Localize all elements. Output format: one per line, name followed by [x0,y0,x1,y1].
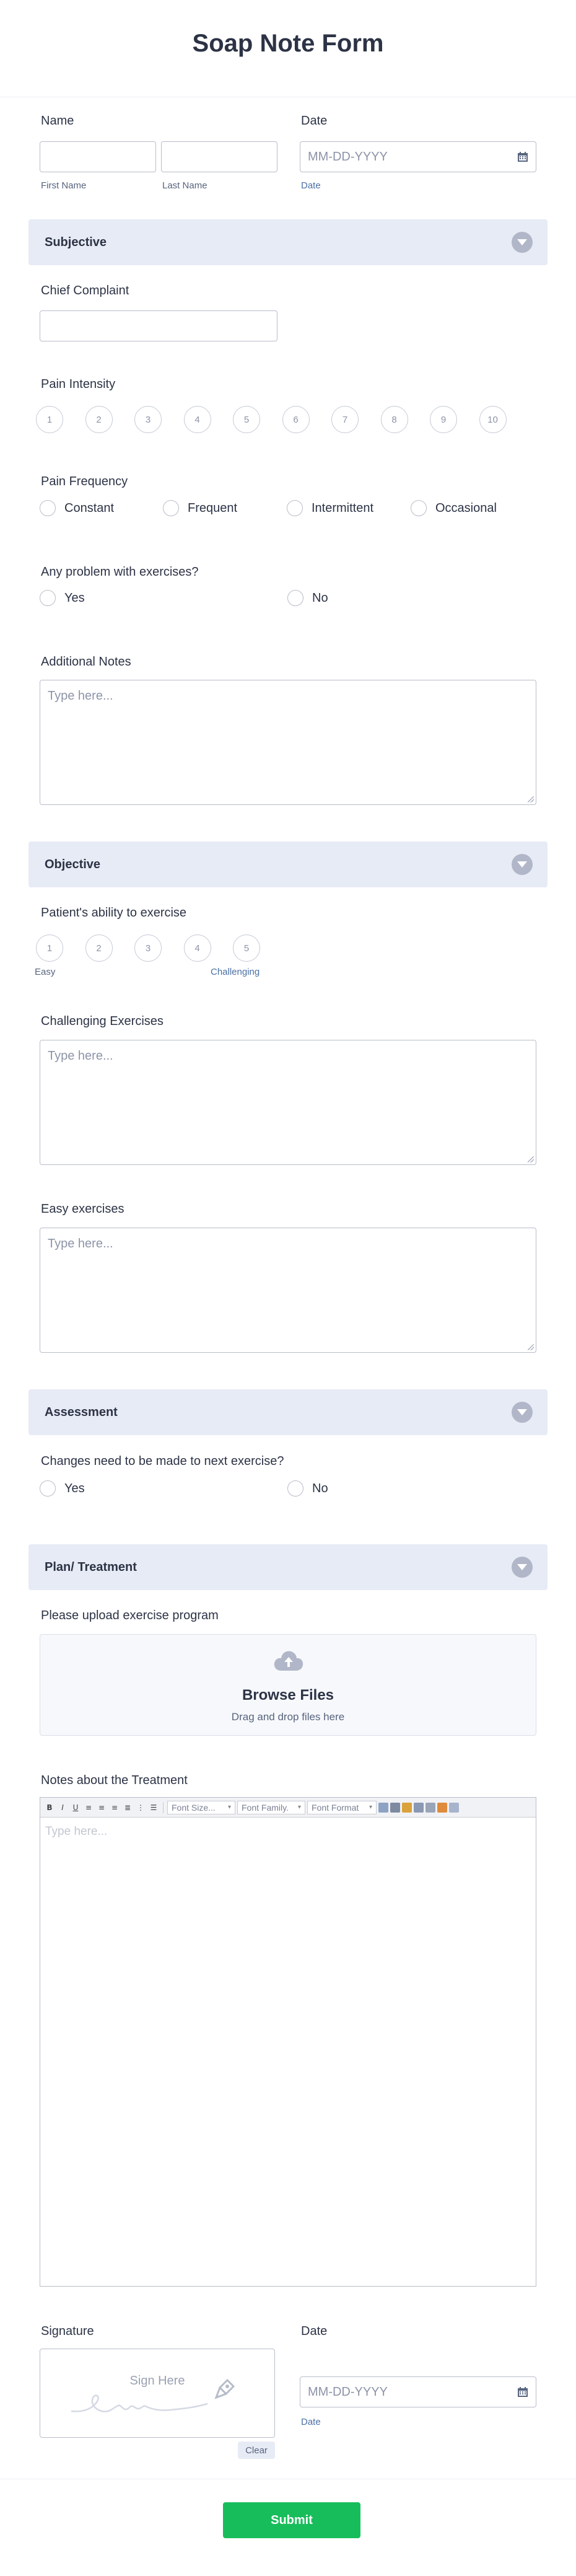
chevron-down-icon: ▾ [227,1804,231,1811]
editor-placeholder: Type here... [45,1825,108,1838]
submit-button[interactable]: Submit [223,2502,360,2538]
signature-decoration-icon [65,2374,251,2424]
calendar-icon[interactable] [517,2386,528,2398]
align-justify-icon[interactable]: ≣ [124,1803,131,1812]
pain-intensity-option[interactable]: 3 [134,406,162,433]
pain-frequency-label: Pain Frequency [41,475,128,488]
easy-exercises-textarea[interactable] [40,1228,536,1353]
signature-date-label: Date [301,2324,328,2338]
pain-intensity-option[interactable]: 9 [430,406,457,433]
radio-circle[interactable] [287,1480,303,1497]
signature-date-input[interactable] [300,2376,536,2407]
textarea-placeholder: Type here... [48,689,113,703]
pain-intensity-option[interactable]: 7 [331,406,359,433]
radio-circle[interactable] [411,500,427,516]
ability-option[interactable]: 3 [134,934,162,962]
resize-handle[interactable] [528,1344,534,1350]
easy-exercises-label: Easy exercises [41,1202,124,1216]
font-size-value: Font Size... [172,1802,216,1813]
link-icon[interactable] [414,1803,424,1813]
exercise-problem-no[interactable] [287,590,328,606]
font-family-value: Font Family. [242,1802,289,1813]
textarea-placeholder: Type here... [48,1237,113,1251]
name-label: Name [41,114,74,128]
toolbar-separator [163,1802,164,1813]
challenging-exercises-textarea[interactable] [40,1040,536,1165]
bullet-list-icon[interactable]: ☰ [150,1803,157,1812]
chevron-down-icon: ▾ [297,1804,301,1811]
unlink-icon[interactable] [425,1803,435,1813]
font-format-select[interactable] [307,1801,377,1814]
chief-complaint-label: Chief Complaint [41,284,129,297]
option-label: No [312,591,328,605]
upload-label: Please upload exercise program [41,1609,219,1622]
pain-intensity-label: Pain Intensity [41,377,116,391]
browse-files-title[interactable]: Browse Files [242,1687,334,1703]
underline-icon[interactable]: U [72,1803,79,1812]
pain-frequency-option[interactable] [411,500,497,516]
exercise-problem-label: Any problem with exercises? [41,565,199,579]
section-plan-treatment[interactable] [28,1544,548,1590]
changes-no[interactable] [287,1480,328,1497]
chief-complaint-input[interactable] [40,310,277,341]
date-input[interactable] [300,141,536,172]
last-name-input[interactable] [161,141,277,172]
ability-label: Patient's ability to exercise [41,906,187,920]
highlight-icon[interactable] [402,1803,412,1813]
radio-circle[interactable] [163,500,179,516]
numbered-list-icon[interactable]: ⋮ [137,1803,144,1812]
collapse-assessment-icon[interactable] [512,1402,533,1423]
option-label: Yes [64,591,85,605]
file-upload-dropzone[interactable] [40,1634,536,1736]
option-label: No [312,1481,328,1495]
image-icon[interactable] [437,1803,447,1813]
text-color-icon[interactable] [378,1803,388,1813]
textarea-placeholder: Type here... [48,1049,113,1063]
exercise-problem-yes[interactable] [40,590,85,606]
ability-option[interactable]: 4 [184,934,211,962]
form-title: Soap Note Form [192,30,384,57]
italic-icon[interactable]: I [61,1803,64,1812]
pain-frequency-option[interactable] [163,500,237,516]
date-sublabel: Date [301,180,321,191]
editor-toolbar [40,1798,536,1818]
pain-intensity-option[interactable]: 8 [381,406,408,433]
last-name-sublabel: Last Name [162,180,207,191]
option-label: Occasional [435,501,497,515]
pain-intensity-option[interactable]: 1 [36,406,63,433]
date-placeholder: MM-DD-YYYY [308,2385,388,2399]
sign-here-text: Sign Here [129,2374,185,2388]
option-label: Frequent [188,501,238,515]
pain-intensity-option[interactable]: 5 [233,406,260,433]
option-label: Yes [64,1481,85,1495]
radio-circle[interactable] [287,590,303,606]
section-subjective-title: Subjective [45,235,107,249]
pain-intensity-option[interactable]: 6 [282,406,310,433]
pain-intensity-option[interactable]: 4 [184,406,211,433]
align-left-icon[interactable]: ≡ [85,1803,92,1812]
calendar-icon[interactable] [517,151,528,162]
signature-label: Signature [41,2324,94,2338]
html-source-icon[interactable] [449,1803,459,1813]
clear-signature-button[interactable]: Clear [238,2442,275,2459]
radio-circle[interactable] [40,500,56,516]
additional-notes-textarea[interactable] [40,680,536,805]
ability-min-label: Easy [35,967,56,977]
option-label: Constant [64,501,115,515]
pain-intensity-option[interactable]: 10 [479,406,507,433]
rich-text-editor[interactable] [40,1797,536,2287]
bold-icon[interactable]: B [46,1803,53,1812]
collapse-objective-icon[interactable] [512,854,533,875]
align-center-icon[interactable]: ≡ [98,1803,105,1812]
font-format-value: Font Format [312,1802,359,1813]
pain-frequency-option[interactable] [40,500,114,516]
resize-handle[interactable] [528,796,534,802]
section-assessment-title: Assessment [45,1405,118,1419]
section-subjective[interactable] [28,219,548,265]
font-size-select[interactable] [167,1801,235,1814]
changes-label: Changes need to be made to next exercise? [41,1454,284,1468]
radio-circle[interactable] [40,1480,56,1497]
radio-circle[interactable] [287,500,303,516]
chevron-down-icon: ▾ [369,1804,372,1811]
pain-intensity-option[interactable]: 2 [85,406,113,433]
collapse-subjective-icon[interactable] [512,232,533,253]
date-placeholder: MM-DD-YYYY [308,149,388,164]
section-plan-title: Plan/ Treatment [45,1560,137,1574]
radio-circle[interactable] [40,590,56,606]
ability-option[interactable]: 2 [85,934,113,962]
section-objective[interactable] [28,842,548,887]
cloud-upload-icon [273,1648,305,1673]
section-assessment[interactable] [28,1389,548,1435]
background-color-icon[interactable] [390,1803,400,1813]
first-name-sublabel: First Name [41,180,87,191]
font-family-select[interactable] [237,1801,305,1814]
collapse-plan-icon[interactable] [512,1557,533,1578]
ability-max-label: Challenging [211,967,260,977]
challenging-exercises-label: Challenging Exercises [41,1014,164,1028]
first-name-input[interactable] [40,141,156,172]
date-label: Date [301,114,328,128]
additional-notes-label: Additional Notes [41,655,131,669]
treatment-notes-label: Notes about the Treatment [41,1774,188,1787]
resize-handle[interactable] [528,1156,534,1163]
section-objective-title: Objective [45,857,101,871]
drag-drop-hint: Drag and drop files here [231,1711,345,1723]
option-label: Intermittent [312,501,374,515]
ability-option[interactable]: 5 [233,934,260,962]
signature-date-sublabel: Date [301,2417,321,2427]
signature-pad[interactable] [40,2349,275,2438]
changes-yes[interactable] [40,1480,85,1497]
align-right-icon[interactable]: ≡ [111,1803,118,1812]
ability-option[interactable]: 1 [36,934,63,962]
pain-frequency-option[interactable] [287,500,373,516]
